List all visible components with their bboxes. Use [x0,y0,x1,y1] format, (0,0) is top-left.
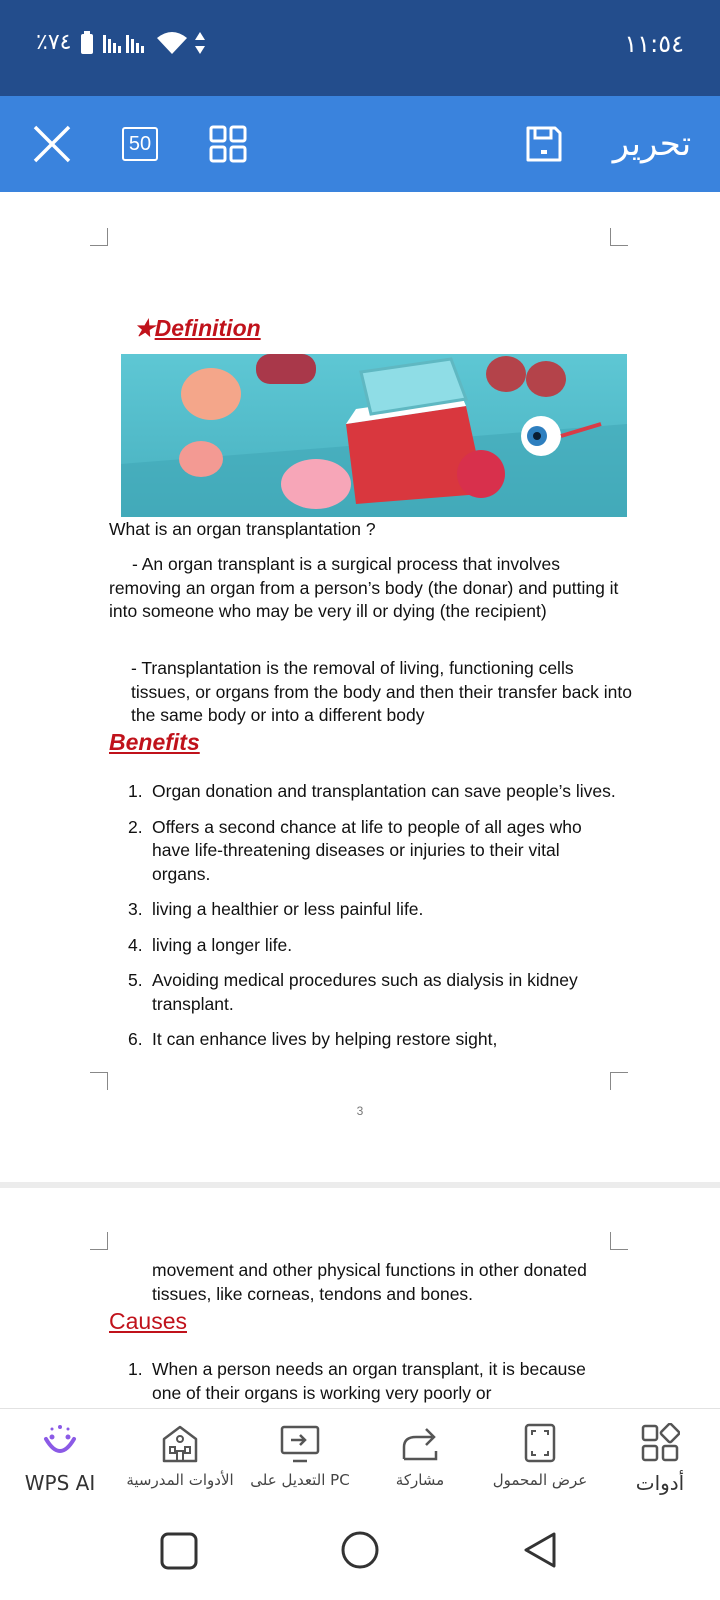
tools-button[interactable] [600,1409,720,1503]
recent-apps-button[interactable] [160,1532,198,1574]
list-item: 6. It can enhance lives by helping restore sight, [128,1029,498,1049]
organ-transplant-illustration [121,354,627,517]
status-icons [36,30,205,55]
share-button[interactable] [360,1409,480,1503]
page-corner-mark [90,228,108,246]
causes-list [128,1358,618,1408]
grid-icon [209,125,247,163]
paragraph-definition-2-text: - Transplantation is the removal of living, functioning cells tissues, or organs from the body and then their transfer back into the same body or into a different body [131,658,632,725]
page-corner-mark [610,228,628,246]
mobile-view-label: عرض المحمول [492,1471,588,1489]
question-text: What is an organ transplantation ? [109,519,376,539]
home-icon [340,1530,380,1570]
mobile-view-button[interactable] [480,1409,600,1503]
school-tools-label: الأدوات المدرسية [126,1471,234,1489]
battery-percent: ٪٧٤ [36,30,72,55]
benefits-heading: Benefits [109,729,200,755]
page-separator [0,1182,720,1188]
zoom-value: 50 [122,127,158,161]
back-icon [520,1530,560,1570]
wps-ai-label: WPS AI [24,1471,96,1495]
close-icon [33,125,71,163]
save-button[interactable] [524,120,564,168]
share-label: مشاركة [395,1471,445,1489]
definition-heading: ★Definition [134,315,261,341]
edit-button[interactable]: تحرير [612,124,692,164]
page-corner-mark [610,1232,628,1250]
paragraph-definition-1: - An organ transplant is a surgical process that involves removing an organ from a person’s body (the donar) and putting it into someone who may be very ill or dying (the recipient) [109,554,619,621]
list-item: 1. Organ donation and transplantation can save people’s lives. [128,781,616,801]
clock: ١١:٥٤ [624,30,684,58]
list-item: 2. Offers a second chance at life to people of all ages who have life-threatening diseases or injuries to their vital organs. [128,816,582,884]
school-icon [160,1423,200,1463]
list-item: 5. Avoiding medical procedures such as dialysis in kidney transplant. [128,970,578,1014]
status-bar [0,0,720,96]
list-item: 3. living a healthier or less painful life. [128,899,424,919]
page-corner-mark [90,1232,108,1250]
illustration-art [121,354,627,517]
zoom-button[interactable] [120,120,160,168]
recent-apps-icon [160,1532,198,1570]
save-icon [525,125,563,163]
page-number: 3 [356,1104,364,1118]
share-icon [400,1423,440,1463]
mobile-view-icon [523,1423,557,1463]
bottom-toolbar [0,1408,720,1502]
home-button[interactable] [340,1530,380,1574]
wps-ai-icon [40,1423,80,1463]
back-button[interactable] [520,1530,560,1574]
signal-icon [103,33,149,53]
paragraph-definition-2 [113,657,633,728]
tools-icon [640,1423,680,1463]
school-tools-button[interactable] [120,1409,240,1503]
close-button[interactable] [32,120,72,168]
page-corner-mark [610,1072,628,1090]
list-item: 4. living a longer life. [128,934,293,955]
pc-edit-label: التعديل على PC [250,1471,350,1489]
wifi-icon [157,32,187,54]
pc-edit-icon [279,1423,321,1463]
document-toolbar [0,96,720,192]
causes-heading: Causes [109,1308,187,1334]
page-corner-mark [90,1072,108,1090]
pc-edit-button[interactable] [240,1409,360,1503]
wps-ai-button[interactable] [0,1409,120,1503]
benefits-list [128,780,618,1064]
continuation-text: movement and other physical functions in other donated tissues, like corneas, tendons and bones. [152,1260,587,1304]
tools-label: أدوات [635,1471,685,1495]
list-item: 1. When a person needs an organ transplant, it is because one of their organs is working very poorly or [128,1359,586,1403]
data-arrows-icon [195,32,205,54]
system-nav-bar [0,1502,720,1600]
thumbnails-button[interactable] [208,120,248,168]
document-view[interactable] [0,192,720,1408]
star-bullet-icon: ★ [134,315,155,341]
battery-icon [79,31,95,55]
